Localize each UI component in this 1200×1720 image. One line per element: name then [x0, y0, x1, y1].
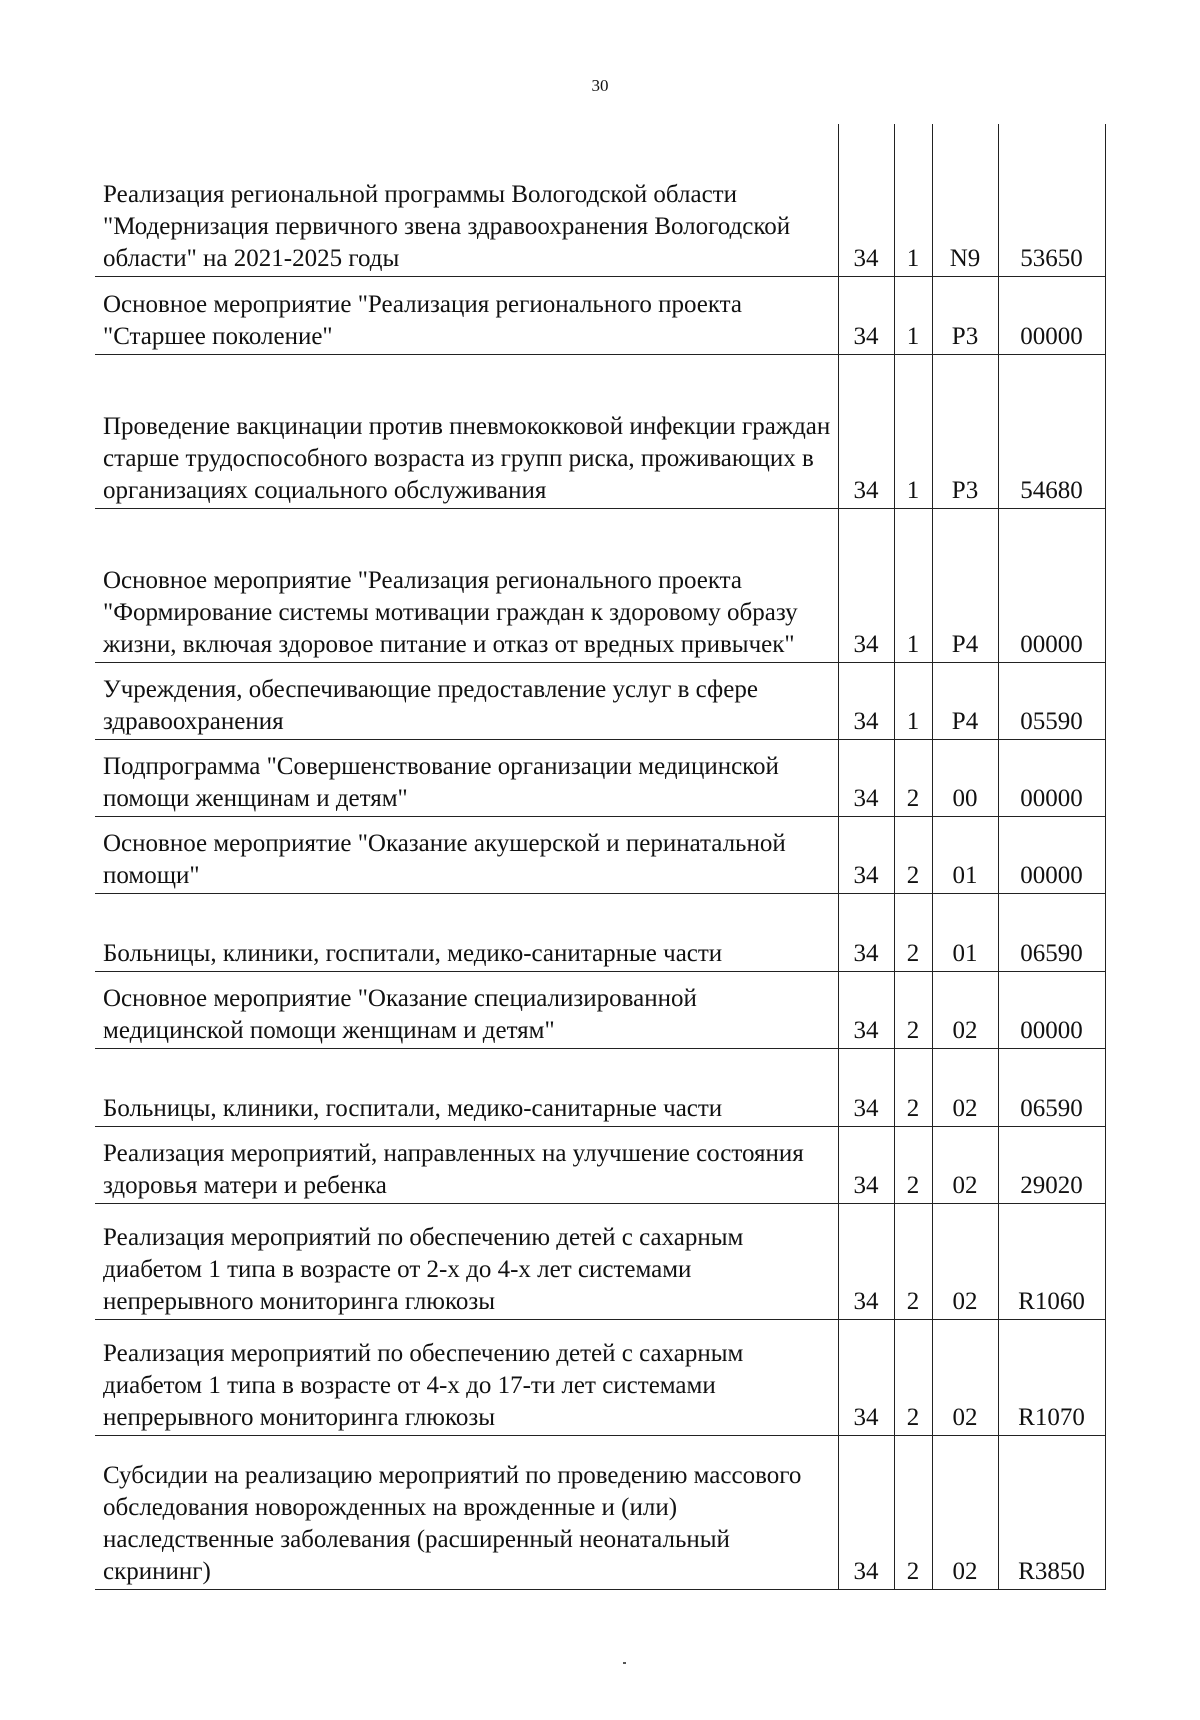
row-code-4: 00000 — [998, 816, 1105, 893]
row-code-4: 29020 — [998, 1126, 1105, 1203]
row-name: Реализация мероприятий, направленных на улучшение состояния здоровья матери и ребенка — [95, 1126, 838, 1203]
row-code-3: P4 — [932, 508, 998, 662]
row-code-1: 34 — [838, 124, 894, 276]
row-code-2: 1 — [894, 276, 932, 354]
row-code-1: 34 — [838, 816, 894, 893]
row-code-1: 34 — [838, 1126, 894, 1203]
row-code-3: P3 — [932, 276, 998, 354]
row-code-1: 34 — [838, 739, 894, 816]
budget-classification-table — [95, 124, 1106, 1590]
table-row — [95, 893, 1105, 971]
row-code-4: 00000 — [998, 508, 1105, 662]
row-code-4: 00000 — [998, 276, 1105, 354]
row-code-3: P3 — [932, 354, 998, 508]
table-row — [95, 971, 1105, 1048]
table-row — [95, 508, 1105, 662]
row-code-3: 02 — [932, 1319, 998, 1435]
row-code-1: 34 — [838, 508, 894, 662]
table-row — [95, 124, 1105, 276]
row-code-3: 02 — [932, 1203, 998, 1319]
table-row — [95, 1126, 1105, 1203]
row-name: Основное мероприятие "Оказание специализированной медицинской помощи женщинам и детям" — [95, 971, 838, 1048]
row-code-2: 2 — [894, 893, 932, 971]
table-row — [95, 1319, 1105, 1435]
row-code-1: 34 — [838, 1203, 894, 1319]
row-name: Подпрограмма "Совершенствование организации медицинской помощи женщинам и детям" — [95, 739, 838, 816]
row-code-4: 06590 — [998, 893, 1105, 971]
row-name: Основное мероприятие "Оказание акушерской и перинатальной помощи" — [95, 816, 838, 893]
row-name: Реализация мероприятий по обеспечению детей с сахарным диабетом 1 типа в возрасте от 4-х до 17-ти лет системами непрерывного мониторинга глюкозы — [95, 1319, 838, 1435]
row-code-1: 34 — [838, 354, 894, 508]
row-code-2: 2 — [894, 1319, 932, 1435]
row-code-4: 00000 — [998, 739, 1105, 816]
row-name: Больницы, клиники, госпитали, медико-санитарные части — [95, 893, 838, 971]
row-code-1: 34 — [838, 662, 894, 739]
row-name: Учреждения, обеспечивающие предоставление услуг в сфере здравоохранения — [95, 662, 838, 739]
row-code-3: 02 — [932, 971, 998, 1048]
row-code-4: 05590 — [998, 662, 1105, 739]
row-code-2: 1 — [894, 662, 932, 739]
table-row — [95, 276, 1105, 354]
row-code-2: 1 — [894, 354, 932, 508]
table-row — [95, 1048, 1105, 1126]
row-code-4: 06590 — [998, 1048, 1105, 1126]
table-row — [95, 1203, 1105, 1319]
row-code-1: 34 — [838, 971, 894, 1048]
table-row — [95, 354, 1105, 508]
scan-speck — [623, 1662, 626, 1664]
row-name: Основное мероприятие "Реализация регионального проекта "Старшее поколение" — [95, 276, 838, 354]
row-code-4: R1070 — [998, 1319, 1105, 1435]
row-code-4: R3850 — [998, 1435, 1105, 1589]
row-code-2: 2 — [894, 1203, 932, 1319]
page-number: 30 — [591, 76, 609, 95]
row-name: Субсидии на реализацию мероприятий по проведению массового обследования новорожденных на врожденные и (или) наследственные заболевания (расширенный неонатальный скрининг) — [95, 1435, 838, 1589]
row-code-2: 2 — [894, 971, 932, 1048]
row-name: Основное мероприятие "Реализация регионального проекта "Формирование системы мотивации граждан к здоровому образу жизни, включая здоровое питание и отказ от вредных привычек" — [95, 508, 838, 662]
row-code-4: 54680 — [998, 354, 1105, 508]
row-code-3: 02 — [932, 1435, 998, 1589]
row-code-3: 01 — [932, 816, 998, 893]
row-code-2: 2 — [894, 1126, 932, 1203]
table-row — [95, 739, 1105, 816]
row-code-3: 00 — [932, 739, 998, 816]
row-code-4: R1060 — [998, 1203, 1105, 1319]
row-code-3: 02 — [932, 1126, 998, 1203]
table-row — [95, 816, 1105, 893]
row-code-4: 53650 — [998, 124, 1105, 276]
row-code-2: 2 — [894, 1048, 932, 1126]
table-row — [95, 1435, 1105, 1589]
row-code-2: 1 — [894, 508, 932, 662]
row-code-2: 2 — [894, 1435, 932, 1589]
row-name: Реализация региональной программы Вологодской области "Модернизация первичного звена здравоохранения Вологодской области" на 2021-2025 годы — [95, 124, 838, 276]
row-code-3: P4 — [932, 662, 998, 739]
row-name: Больницы, клиники, госпитали, медико-санитарные части — [95, 1048, 838, 1126]
row-code-2: 2 — [894, 816, 932, 893]
row-code-1: 34 — [838, 276, 894, 354]
table-row — [95, 662, 1105, 739]
row-code-2: 2 — [894, 739, 932, 816]
row-code-1: 34 — [838, 893, 894, 971]
row-code-3: N9 — [932, 124, 998, 276]
row-name: Реализация мероприятий по обеспечению детей с сахарным диабетом 1 типа в возрасте от 2-х до 4-х лет системами непрерывного мониторинга глюкозы — [95, 1203, 838, 1319]
row-code-1: 34 — [838, 1048, 894, 1126]
row-code-1: 34 — [838, 1435, 894, 1589]
row-code-3: 01 — [932, 893, 998, 971]
row-code-4: 00000 — [998, 971, 1105, 1048]
row-code-3: 02 — [932, 1048, 998, 1126]
row-code-2: 1 — [894, 124, 932, 276]
row-name: Проведение вакцинации против пневмококковой инфекции граждан старше трудоспособного возраста из групп риска, проживающих в организациях социального обслуживания — [95, 354, 838, 508]
row-code-1: 34 — [838, 1319, 894, 1435]
